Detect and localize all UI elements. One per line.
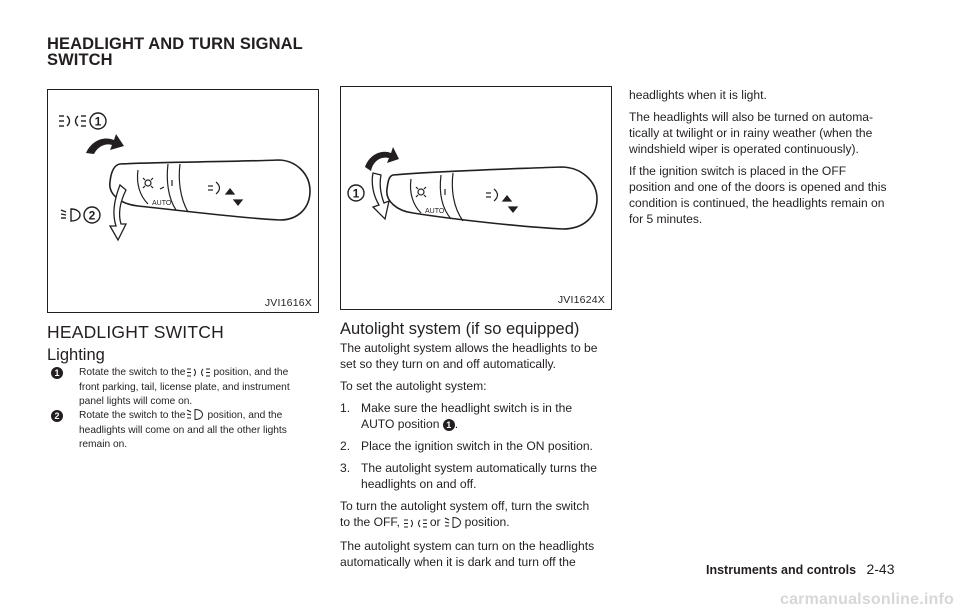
headlight-icon	[445, 516, 463, 532]
item2-text-b: position, and the	[207, 410, 283, 421]
rc-p2-line1: The headlights will also be turned on automa-	[629, 110, 874, 124]
parking-light-icon	[59, 116, 86, 126]
rotate-arrow-icon	[86, 134, 124, 154]
circled-number-icon	[90, 113, 106, 129]
step-3-line2: headlights on and off.	[361, 477, 477, 491]
figure-jvi1616x	[47, 89, 319, 313]
right-column-text	[629, 87, 913, 227]
item1-text-a: Rotate the switch to the	[79, 367, 186, 378]
circled-number-icon	[348, 185, 364, 201]
rc-p1: headlights when it is light.	[629, 88, 767, 102]
headlight-switch-illustration-1	[48, 90, 318, 312]
fig2-label-1: 1	[352, 186, 360, 201]
circled-number-icon: 1	[443, 419, 455, 431]
item1-line3: panel lights will come on.	[79, 395, 193, 407]
p3-line1: To turn the autolight system off, turn the switch	[340, 499, 590, 513]
p3-line2-a: to the OFF,	[340, 515, 400, 529]
item1-line2: front parking, tail, license plate, and instrument	[79, 382, 290, 394]
step-3-num: 3.	[340, 461, 351, 475]
heading-headlight-switch: HEADLIGHT SWITCH	[47, 322, 224, 342]
page-title-line2: SWITCH	[47, 51, 113, 69]
p3-line2-c: position.	[464, 515, 510, 529]
step-1-end: .	[454, 417, 459, 431]
figure-jvi1624x	[340, 86, 612, 310]
rotate-arrow-icon	[372, 173, 389, 219]
p3-line2-b: or	[429, 515, 441, 529]
page-title	[47, 36, 303, 68]
parking-light-icon	[404, 516, 428, 532]
parking-light-icon	[187, 368, 211, 381]
fig1-auto-label: AUTO	[152, 200, 172, 207]
page-footer	[706, 561, 895, 579]
item2-text-a: Rotate the switch to the	[79, 410, 186, 421]
item2-line3: remain on.	[79, 438, 128, 450]
fig1-label-2: 2	[88, 208, 96, 223]
step-2	[340, 438, 615, 454]
fig2-auto-label: AUTO	[425, 208, 445, 215]
p4-line2: automatically when it is dark and turn off the	[340, 555, 576, 569]
subheading-lighting: Lighting	[47, 346, 105, 364]
rotate-arrow-icon	[365, 147, 399, 171]
rc-p3-line3: condition is continued, the headlights remain on	[629, 196, 885, 210]
footer-section: Instruments and controls	[706, 563, 857, 577]
rc-p2-line2: tically at twilight or in rainy weather (when the	[629, 126, 873, 140]
item1-text-b: position, and the	[213, 367, 289, 378]
watermark: carmanualsonline.info	[779, 591, 954, 608]
figure-id: JVI1624X	[557, 294, 605, 306]
step-1	[340, 400, 615, 432]
circled-number-icon	[84, 207, 100, 223]
step-1-line1: Make sure the headlight switch is in the	[361, 401, 573, 415]
p4-line1: The autolight system can turn on the headlights	[340, 539, 595, 553]
fig1-label-1: 1	[94, 114, 102, 129]
switch-lever	[387, 167, 597, 229]
page-title-line1: HEADLIGHT AND TURN SIGNAL	[47, 35, 303, 53]
headlight-icon	[187, 409, 205, 424]
rc-p2-line3: windshield wiper is operated continuously).	[629, 142, 859, 156]
autolight-text	[340, 340, 615, 570]
rc-p3-line2: position and one of the doors is opened and this	[629, 180, 887, 194]
rc-p3-line4: for 5 minutes.	[629, 212, 703, 226]
figure-id: JVI1616X	[264, 297, 312, 309]
heading-autolight: Autolight system (if so equipped)	[340, 320, 580, 338]
step-2-num: 2.	[340, 439, 351, 453]
footer-page-number: 2-43	[866, 561, 895, 577]
step-3	[340, 460, 615, 492]
circled-number-icon: 2	[51, 410, 63, 422]
step-3-line1: The autolight system automatically turns the	[361, 461, 597, 475]
step-2-line1: Place the ignition switch in the ON position.	[361, 439, 593, 453]
step-1-line2: AUTO position	[361, 417, 440, 431]
p1-line2: set so they turn on and off automatically.	[340, 357, 557, 371]
p1-line1: The autolight system allows the headlights to be	[340, 341, 598, 355]
circled-number-icon: 1	[51, 367, 63, 379]
p2: To set the autolight system:	[340, 379, 487, 393]
headlight-switch-illustration-2	[341, 87, 611, 309]
step-1-num: 1.	[340, 401, 351, 415]
rc-p3-line1: If the ignition switch is placed in the OFF	[629, 164, 847, 178]
item2-line2: headlights will come on and all the other lights	[79, 425, 287, 437]
headlight-icon	[61, 209, 80, 221]
